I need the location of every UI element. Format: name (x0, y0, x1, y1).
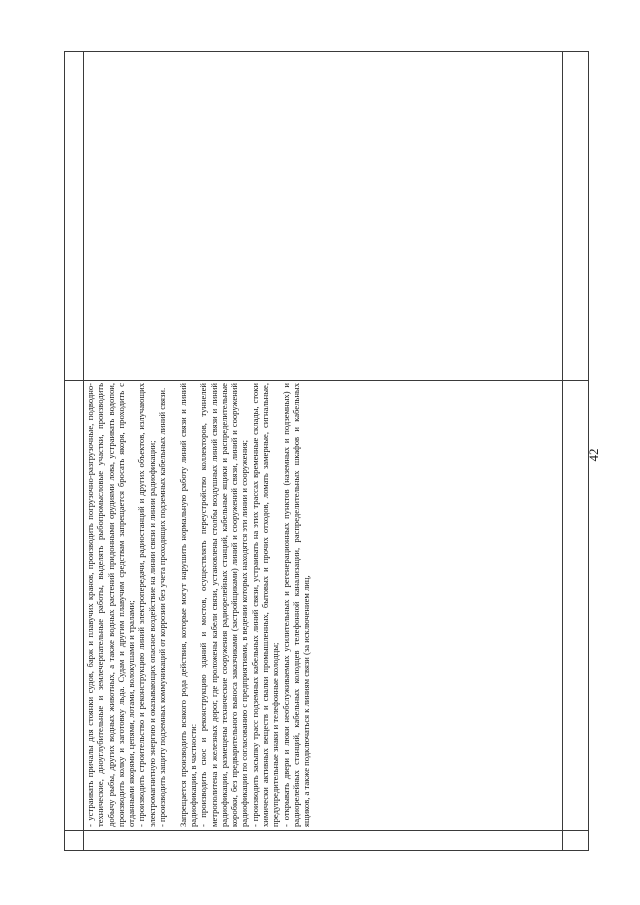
text-paragraph: - производить защиту подземных коммуникаций от коррозии без учета проходящих подземных кабельных линий связи. (157, 387, 168, 827)
table-cell-empty (65, 381, 84, 831)
text-paragraph: - открывать двери и люки необслуживаемых усилительных и регенерационных пунктов (наземных и подземных) и радиорелейных станций, кабельных колодцев телефонной канализации, распределительных шкафов и кабельных ящиков, а также подключаться к линиям связи (за исключением лиц, (280, 383, 312, 827)
table-cell-empty (65, 831, 84, 851)
restrictions-text-cell (84, 381, 563, 831)
text-paragraph: Запрещается производить всякого рода действия, которые могут нарушить нормальную работу линий связи и линий радиофикации, в частности: (177, 383, 198, 827)
table-row (65, 52, 84, 851)
page-number: 42 (586, 448, 601, 462)
rotated-page-content (64, 51, 587, 851)
text-paragraph: - производить засыпку трасс подземных кабельных линий связи, устраивать на этих трассах временные склады, стоки химически активных веществ и свалки промышленных, бытовых и прочих отходов, ломать замерные, сигнальные, предупредительные знаки и телефонные колодцы; (249, 383, 281, 827)
text-paragraph: - производить снос и реконструкцию зданий и мостов, осуществлять переустройство коллекторов, туннелей метрополитена и железных дорог, где проложены кабели связи, установлены столбы воздушных линий связи и линий радиофикации, размещены технические сооружения радиорелейных станций, кабельные ящики и распределительные коробки, без предварительного выноса заказчиками (застройщиками) линий и сооружений связи, линий и сооружений радиофикации по согласованию с предприятиями, в ведении которых находятся эти линии и сооружения; (198, 383, 250, 827)
table-cell-empty (65, 52, 84, 381)
table-cell-empty (563, 831, 589, 851)
table-cell-empty (563, 381, 589, 831)
restrictions-table (64, 51, 589, 851)
table-cell-empty (84, 52, 563, 381)
text-paragraph: - устраивать причалы для стоянки судов, барж и плавучих кранов, производить погрузочно-разгрузочные, подводно-технические, дноуглубительные и землечерпательные работы, выделять рыбопромысловые участки, производить добычу рыбы, других водных животных, а также водных растений придонными орудиями лова, устраивать водопои, производить колку и заготовку льда. Судам и другим плавучим средствам запрещается бросать якоря, проходить с отданными якорями, цепями, лотами, волокушами и тралами; (85, 383, 137, 827)
text-paragraph: - производить строительство и реконструкцию линий электропередачи, радиостанций и других объектов, излучающих электромагнитную энергию и оказывающих опасное воздействие на линии связи и линии радиофикации; (136, 383, 157, 827)
table-cell-empty (84, 831, 563, 851)
restrictions-text (84, 381, 562, 830)
table-cell-empty (563, 52, 589, 381)
table-row (563, 52, 589, 851)
table-row (84, 52, 563, 851)
